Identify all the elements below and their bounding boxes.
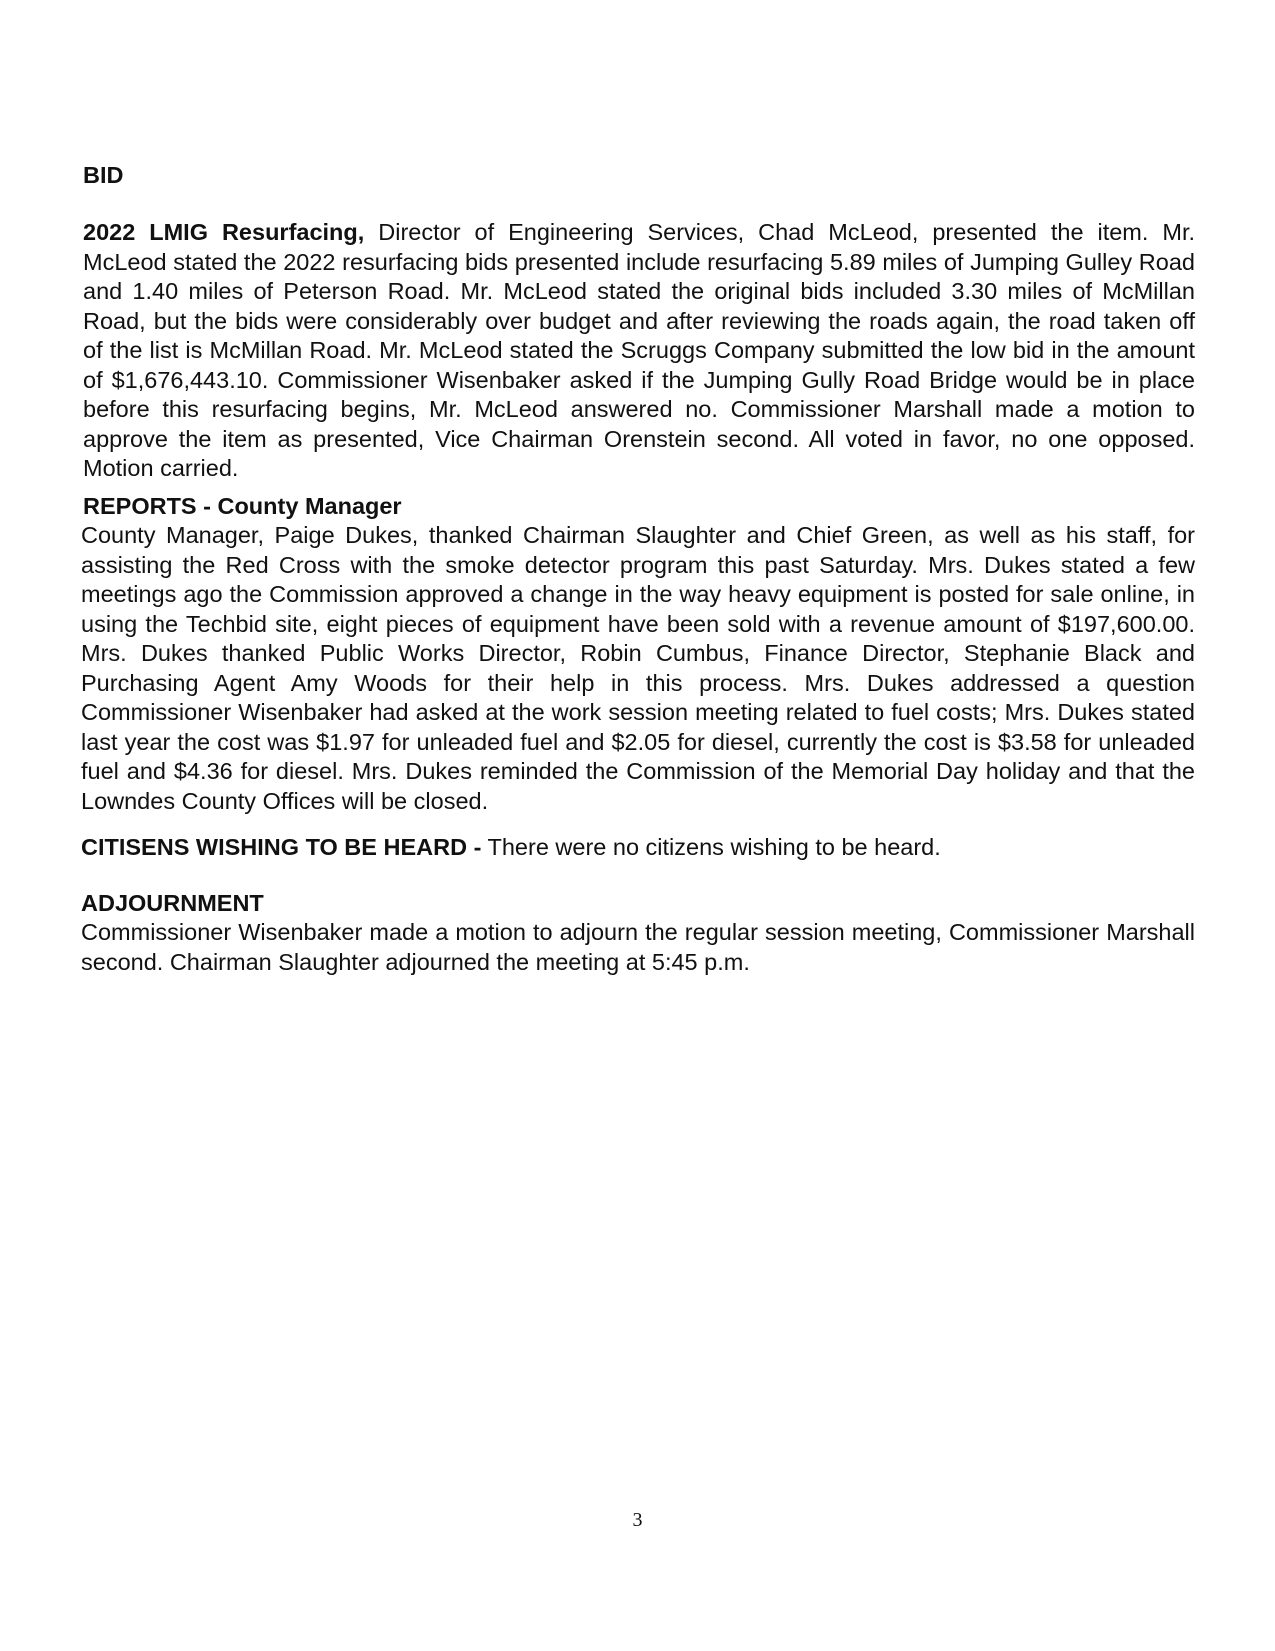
citizens-text: There were no citizens wishing to be heard. xyxy=(481,834,941,860)
reports-heading: REPORTS - County Manager xyxy=(83,493,402,519)
reports-paragraph: County Manager, Paige Dukes, thanked Chairman Slaughter and Chief Green, as well as his staff, for assisting the Red Cross with the smoke detector program this past Saturday. Mrs. Dukes stated a few meetings ago the Commission approved a change in the way heavy equipment is posted for sale online, in using the Techbid site, eight pieces of equipment have been sold with a revenue amount of $197,600.00. Mrs. Dukes thanked Public Works Director, Robin Cumbus, Finance Director, Stephanie Black and Purchasing Agent Amy Woods for their help in this process. Mrs. Dukes addressed a question Commissioner Wisenbaker had asked at the work session meeting related to fuel costs; Mrs. Dukes stated last year the cost was $1.97 for unleaded fuel and $2.05 for diesel, currently the cost is $3.58 for unleaded fuel and $4.36 for diesel. Mrs. Dukes reminded the Commission of the Memorial Day holiday and that the Lowndes County Offices will be closed. xyxy=(81,522,1195,814)
adjournment-paragraph: Commissioner Wisenbaker made a motion to adjourn the regular session meeting, Commissioner Marshall second. Chairman Slaughter adjourned the meeting at 5:45 p.m. xyxy=(81,919,1195,975)
bid-paragraph xyxy=(83,218,1195,484)
bid-item-text: Director of Engineering Services, Chad McLeod, presented the item. Mr. McLeod stated the 2022 resurfacing bids presented include resurfacing 5.89 miles of Jumping Gulley Road and 1.40 miles of Peterson Road. Mr. McLeod stated the original bids included 3.30 miles of McMillan Road, but the bids were considerably over budget and after reviewing the roads again, the road taken off of the list is McMillan Road. Mr. McLeod stated the Scruggs Company submitted the low bid in the amount of $1,676,443.10. Commissioner Wisenbaker asked if the Jumping Gully Road Bridge would be in place before this resurfacing begins, Mr. McLeod answered no. Commissioner Marshall made a motion to approve the item as presented, Vice Chairman Orenstein second. All voted in favor, no one opposed. Motion carried. xyxy=(83,219,1196,481)
page-number: 3 xyxy=(632,1509,643,1531)
adjournment-heading: ADJOURNMENT xyxy=(81,890,264,916)
bid-item-title: 2022 LMIG Resurfacing, xyxy=(83,219,365,245)
citizens-paragraph xyxy=(81,833,1195,863)
citizens-heading: CITISENS WISHING TO BE HEARD - xyxy=(81,834,482,860)
bid-heading: BID xyxy=(83,162,124,188)
